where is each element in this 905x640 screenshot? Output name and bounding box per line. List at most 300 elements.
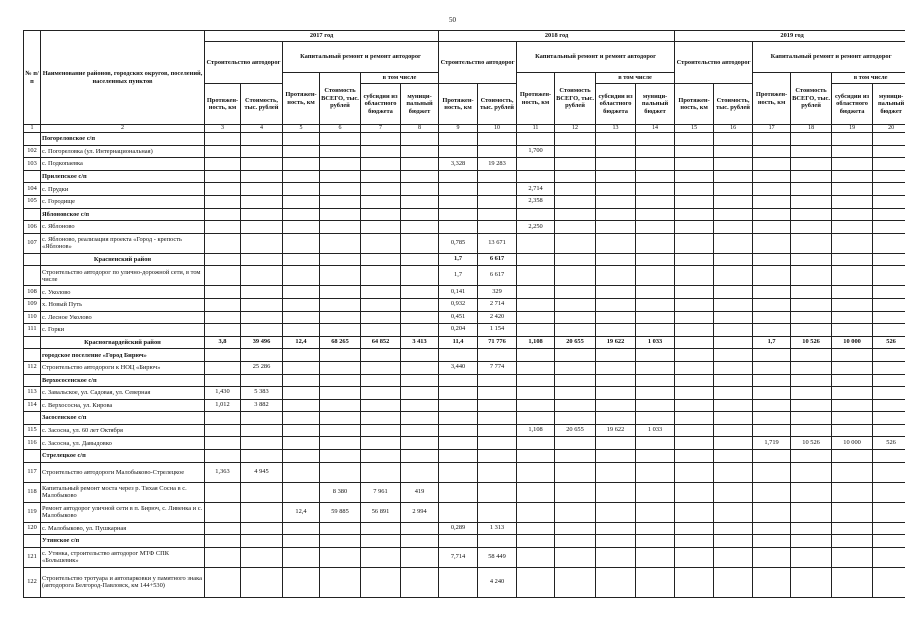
page-number: 50 xyxy=(449,16,456,24)
cell-col-13 xyxy=(596,502,636,522)
cell-col-16 xyxy=(714,547,753,567)
cell-col-14: 1 033 xyxy=(636,424,675,437)
cell-col-3: 3,8 xyxy=(205,336,241,349)
cell-col-4 xyxy=(241,502,283,522)
table-row xyxy=(24,286,905,299)
row-number: 115 xyxy=(24,424,41,437)
cell-col-3 xyxy=(205,253,241,266)
cell-col-6 xyxy=(320,183,361,196)
cell-col-9 xyxy=(439,195,478,208)
header-repair-2019: Капитальный ремонт и ремонт автодорог xyxy=(753,42,905,73)
cell-col-18 xyxy=(791,266,832,286)
cell-col-18 xyxy=(791,170,832,183)
cell-col-7 xyxy=(361,324,401,337)
cell-col-5 xyxy=(283,208,320,221)
cell-col-5 xyxy=(283,437,320,450)
cell-col-17 xyxy=(753,311,791,324)
cell-col-13 xyxy=(596,535,636,548)
cell-col-12 xyxy=(555,183,596,196)
cell-col-15 xyxy=(675,462,714,482)
cell-col-4 xyxy=(241,286,283,299)
cell-col-17 xyxy=(753,522,791,535)
cell-col-14 xyxy=(636,298,675,311)
cell-col-13 xyxy=(596,361,636,374)
cell-col-4 xyxy=(241,195,283,208)
row-name: с. Завальское, ул. Садовая, ул. Северная xyxy=(41,387,205,400)
cell-col-9 xyxy=(439,399,478,412)
row-name: с. Лесное Уколово xyxy=(41,311,205,324)
table-row xyxy=(24,547,905,567)
cell-col-15 xyxy=(675,567,714,597)
cell-col-12 xyxy=(555,324,596,337)
row-name: Строительство тротуара и автопарковки у памятного знака (автодорога Белгород-Павловск, км 144+530) xyxy=(41,567,205,597)
cell-col-3 xyxy=(205,158,241,171)
cell-col-18 xyxy=(791,349,832,362)
table-row xyxy=(24,437,905,450)
cell-col-12 xyxy=(555,221,596,234)
cell-col-19 xyxy=(832,221,873,234)
cell-col-9 xyxy=(439,482,478,502)
cell-col-17 xyxy=(753,361,791,374)
cell-col-16 xyxy=(714,133,753,146)
cell-col-11 xyxy=(517,349,555,362)
cell-col-10: 71 776 xyxy=(478,336,517,349)
cell-col-8 xyxy=(401,133,439,146)
cell-col-16 xyxy=(714,450,753,463)
road-works-table xyxy=(23,30,905,598)
cell-col-11 xyxy=(517,399,555,412)
cell-col-4 xyxy=(241,311,283,324)
cell-col-4 xyxy=(241,482,283,502)
column-number: 7 xyxy=(361,125,401,133)
cell-col-11 xyxy=(517,387,555,400)
cell-col-5 xyxy=(283,324,320,337)
cell-col-9 xyxy=(439,437,478,450)
row-name: с. Яблоново xyxy=(41,221,205,234)
cell-col-19 xyxy=(832,374,873,387)
cell-col-6 xyxy=(320,412,361,425)
cell-col-11 xyxy=(517,361,555,374)
cell-col-18 xyxy=(791,324,832,337)
cell-col-4 xyxy=(241,535,283,548)
cell-col-8 xyxy=(401,535,439,548)
cell-col-8 xyxy=(401,221,439,234)
cell-col-4 xyxy=(241,298,283,311)
row-name: с. Прудки xyxy=(41,183,205,196)
cell-col-10 xyxy=(478,437,517,450)
cell-col-4 xyxy=(241,567,283,597)
row-number: 103 xyxy=(24,158,41,171)
cell-col-7 xyxy=(361,374,401,387)
cell-col-18 xyxy=(791,522,832,535)
cell-col-6 xyxy=(320,399,361,412)
cell-col-10: 6 617 xyxy=(478,253,517,266)
cell-col-9 xyxy=(439,170,478,183)
cell-col-17 xyxy=(753,547,791,567)
cell-col-8 xyxy=(401,266,439,286)
table-row xyxy=(24,567,905,597)
cell-col-6 xyxy=(320,324,361,337)
cell-col-15 xyxy=(675,253,714,266)
cell-col-13 xyxy=(596,412,636,425)
table-row xyxy=(24,324,905,337)
cell-col-3 xyxy=(205,195,241,208)
header-including: в том числе xyxy=(596,73,675,84)
cell-col-17 xyxy=(753,233,791,253)
cell-col-17 xyxy=(753,298,791,311)
cell-col-8 xyxy=(401,547,439,567)
column-numbers-row xyxy=(24,125,905,133)
cell-col-17 xyxy=(753,324,791,337)
cell-col-13 xyxy=(596,208,636,221)
column-number: 16 xyxy=(714,125,753,133)
section-row xyxy=(24,349,905,362)
cell-col-15 xyxy=(675,387,714,400)
cell-col-13 xyxy=(596,462,636,482)
cell-col-13 xyxy=(596,399,636,412)
cell-col-3 xyxy=(205,349,241,362)
cell-col-7 xyxy=(361,412,401,425)
cell-col-14 xyxy=(636,399,675,412)
cell-col-20 xyxy=(873,145,905,158)
cell-col-16 xyxy=(714,221,753,234)
cell-col-3 xyxy=(205,502,241,522)
cell-col-10: 58 449 xyxy=(478,547,517,567)
cell-col-19 xyxy=(832,266,873,286)
cell-col-3 xyxy=(205,535,241,548)
cell-col-9: 0,932 xyxy=(439,298,478,311)
cell-col-12 xyxy=(555,399,596,412)
row-name: с. Подкопаевка xyxy=(41,158,205,171)
table-row xyxy=(24,424,905,437)
section-name: Яблоновское с/п xyxy=(41,208,205,221)
cell-col-11 xyxy=(517,567,555,597)
row-name: с. Горки xyxy=(41,324,205,337)
cell-col-9 xyxy=(439,424,478,437)
table-row xyxy=(24,462,905,482)
cell-col-19 xyxy=(832,158,873,171)
cell-col-4: 25 286 xyxy=(241,361,283,374)
cell-col-17 xyxy=(753,133,791,146)
cell-col-16 xyxy=(714,233,753,253)
cell-col-18 xyxy=(791,567,832,597)
header-year-2019: 2019 год xyxy=(675,31,905,42)
cell-col-12 xyxy=(555,535,596,548)
header-construction-cost: Стоимость, тыс. рублей xyxy=(478,84,517,125)
column-number: 13 xyxy=(596,125,636,133)
row-number: 109 xyxy=(24,298,41,311)
cell-col-10 xyxy=(478,399,517,412)
cell-col-18 xyxy=(791,253,832,266)
cell-col-3 xyxy=(205,567,241,597)
cell-col-3 xyxy=(205,183,241,196)
cell-col-3 xyxy=(205,266,241,286)
cell-col-5 xyxy=(283,535,320,548)
cell-col-6 xyxy=(320,462,361,482)
cell-col-7 xyxy=(361,208,401,221)
cell-col-9: 0,785 xyxy=(439,233,478,253)
cell-col-8 xyxy=(401,286,439,299)
cell-col-18 xyxy=(791,233,832,253)
cell-col-18 xyxy=(791,311,832,324)
cell-col-9 xyxy=(439,412,478,425)
cell-col-16 xyxy=(714,298,753,311)
cell-col-11 xyxy=(517,286,555,299)
cell-col-5 xyxy=(283,253,320,266)
section-name: Засосенское с/п xyxy=(41,412,205,425)
cell-col-17 xyxy=(753,482,791,502)
cell-col-6 xyxy=(320,450,361,463)
section-name: Прилепское с/п xyxy=(41,170,205,183)
cell-col-15 xyxy=(675,170,714,183)
cell-col-3 xyxy=(205,170,241,183)
header-repair-length: Протяжен-ность, км xyxy=(283,73,320,125)
cell-col-15 xyxy=(675,233,714,253)
cell-col-9: 0,289 xyxy=(439,522,478,535)
cell-col-8 xyxy=(401,324,439,337)
cell-col-19 xyxy=(832,233,873,253)
cell-col-10 xyxy=(478,482,517,502)
cell-col-20 xyxy=(873,547,905,567)
cell-col-13 xyxy=(596,324,636,337)
cell-col-7 xyxy=(361,266,401,286)
cell-col-16 xyxy=(714,324,753,337)
cell-col-20: 526 xyxy=(873,336,905,349)
cell-col-18 xyxy=(791,450,832,463)
cell-col-14 xyxy=(636,233,675,253)
cell-col-11 xyxy=(517,535,555,548)
cell-col-15 xyxy=(675,522,714,535)
cell-col-17 xyxy=(753,286,791,299)
row-name: Ремонт автодорог уличной сети в п. Бирюч, с. Ливенка и с. Малобыково xyxy=(41,502,205,522)
cell-col-20 xyxy=(873,482,905,502)
cell-col-20 xyxy=(873,170,905,183)
cell-col-7 xyxy=(361,567,401,597)
table-row xyxy=(24,502,905,522)
cell-col-20 xyxy=(873,233,905,253)
cell-col-10: 13 671 xyxy=(478,233,517,253)
cell-col-5 xyxy=(283,233,320,253)
row-number: 111 xyxy=(24,324,41,337)
cell-col-16 xyxy=(714,336,753,349)
cell-col-3 xyxy=(205,133,241,146)
table-row xyxy=(24,266,905,286)
cell-col-19 xyxy=(832,133,873,146)
cell-col-6 xyxy=(320,374,361,387)
column-number: 6 xyxy=(320,125,361,133)
cell-col-16 xyxy=(714,424,753,437)
cell-col-13 xyxy=(596,133,636,146)
section-row xyxy=(24,170,905,183)
cell-col-5 xyxy=(283,399,320,412)
cell-col-19 xyxy=(832,324,873,337)
cell-col-9 xyxy=(439,535,478,548)
cell-col-14 xyxy=(636,450,675,463)
cell-col-12 xyxy=(555,349,596,362)
cell-col-3 xyxy=(205,208,241,221)
header-construction-2019: Строительство автодорог xyxy=(675,42,753,84)
cell-col-16 xyxy=(714,195,753,208)
cell-col-10 xyxy=(478,170,517,183)
header-repair-length: Протяжен-ность, км xyxy=(517,73,555,125)
cell-col-18 xyxy=(791,145,832,158)
cell-col-9 xyxy=(439,145,478,158)
cell-col-19 xyxy=(832,286,873,299)
cell-col-12 xyxy=(555,286,596,299)
column-number: 18 xyxy=(791,125,832,133)
cell-col-9: 1,7 xyxy=(439,266,478,286)
cell-col-15 xyxy=(675,374,714,387)
cell-col-8 xyxy=(401,424,439,437)
cell-col-11 xyxy=(517,462,555,482)
cell-col-7 xyxy=(361,298,401,311)
cell-col-9: 11,4 xyxy=(439,336,478,349)
cell-col-14 xyxy=(636,145,675,158)
row-number: 106 xyxy=(24,221,41,234)
cell-col-6: 59 885 xyxy=(320,502,361,522)
cell-col-5: 12,4 xyxy=(283,502,320,522)
cell-col-9 xyxy=(439,133,478,146)
row-number xyxy=(24,349,41,362)
cell-col-12 xyxy=(555,567,596,597)
region-name: Красногвардейский район xyxy=(41,336,205,349)
cell-col-18 xyxy=(791,286,832,299)
cell-col-9 xyxy=(439,502,478,522)
cell-col-9 xyxy=(439,462,478,482)
section-name: городское поселение «Город Бирюч» xyxy=(41,349,205,362)
header-repair-total: Стоимость ВСЕГО, тыс. рублей xyxy=(555,73,596,125)
cell-col-15 xyxy=(675,399,714,412)
cell-col-13 xyxy=(596,158,636,171)
cell-col-16 xyxy=(714,482,753,502)
cell-col-11 xyxy=(517,412,555,425)
cell-col-4 xyxy=(241,547,283,567)
cell-col-17 xyxy=(753,158,791,171)
header-including: в том числе xyxy=(832,73,905,84)
row-name: с. Погореловка (ул. Интернациональная) xyxy=(41,145,205,158)
cell-col-8: 419 xyxy=(401,482,439,502)
cell-col-10 xyxy=(478,208,517,221)
cell-col-20 xyxy=(873,412,905,425)
cell-col-4: 4 945 xyxy=(241,462,283,482)
cell-col-9 xyxy=(439,221,478,234)
cell-col-6 xyxy=(320,170,361,183)
cell-col-19 xyxy=(832,502,873,522)
row-number: 120 xyxy=(24,522,41,535)
cell-col-19 xyxy=(832,361,873,374)
cell-col-4 xyxy=(241,233,283,253)
cell-col-11 xyxy=(517,253,555,266)
cell-col-15 xyxy=(675,324,714,337)
cell-col-13 xyxy=(596,311,636,324)
cell-col-14 xyxy=(636,158,675,171)
cell-col-5 xyxy=(283,349,320,362)
cell-col-8 xyxy=(401,437,439,450)
cell-col-3 xyxy=(205,482,241,502)
cell-col-17 xyxy=(753,412,791,425)
cell-col-18 xyxy=(791,298,832,311)
row-number: 119 xyxy=(24,502,41,522)
cell-col-19 xyxy=(832,195,873,208)
cell-col-5: 12,4 xyxy=(283,336,320,349)
cell-col-9: 0,141 xyxy=(439,286,478,299)
header-municipal: муници-пальный бюджет xyxy=(401,84,439,125)
cell-col-13 xyxy=(596,437,636,450)
cell-col-8 xyxy=(401,387,439,400)
cell-col-6 xyxy=(320,349,361,362)
cell-col-7 xyxy=(361,170,401,183)
cell-col-17 xyxy=(753,462,791,482)
cell-col-6 xyxy=(320,361,361,374)
cell-col-11 xyxy=(517,266,555,286)
cell-col-5 xyxy=(283,195,320,208)
cell-col-3 xyxy=(205,374,241,387)
cell-col-20 xyxy=(873,462,905,482)
cell-col-18 xyxy=(791,412,832,425)
cell-col-10 xyxy=(478,374,517,387)
cell-col-4 xyxy=(241,133,283,146)
cell-col-19 xyxy=(832,412,873,425)
cell-col-13 xyxy=(596,145,636,158)
cell-col-7 xyxy=(361,233,401,253)
cell-col-7: 7 961 xyxy=(361,482,401,502)
cell-col-20 xyxy=(873,361,905,374)
cell-col-15 xyxy=(675,286,714,299)
column-number: 2 xyxy=(41,125,205,133)
cell-col-15 xyxy=(675,298,714,311)
cell-col-9 xyxy=(439,349,478,362)
table-row xyxy=(24,145,905,158)
header-construction-2018: Строительство автодорог xyxy=(439,42,517,84)
header-year-2017: 2017 год xyxy=(205,31,439,42)
cell-col-4 xyxy=(241,266,283,286)
cell-col-3 xyxy=(205,437,241,450)
row-number: 116 xyxy=(24,437,41,450)
cell-col-16 xyxy=(714,311,753,324)
cell-col-8 xyxy=(401,195,439,208)
cell-col-19 xyxy=(832,522,873,535)
cell-col-14 xyxy=(636,502,675,522)
table-row xyxy=(24,399,905,412)
cell-col-16 xyxy=(714,170,753,183)
cell-col-5 xyxy=(283,361,320,374)
cell-col-10 xyxy=(478,183,517,196)
cell-col-16 xyxy=(714,399,753,412)
cell-col-19 xyxy=(832,298,873,311)
cell-col-11 xyxy=(517,298,555,311)
cell-col-5 xyxy=(283,450,320,463)
table-row xyxy=(24,233,905,253)
column-number: 1 xyxy=(24,125,41,133)
row-number xyxy=(24,133,41,146)
cell-col-13 xyxy=(596,547,636,567)
cell-col-11: 2,358 xyxy=(517,195,555,208)
cell-col-14 xyxy=(636,170,675,183)
cell-col-10 xyxy=(478,502,517,522)
cell-col-12: 20 655 xyxy=(555,336,596,349)
header-municipal: муници-пальный бюджет xyxy=(873,84,905,125)
cell-col-4: 3 882 xyxy=(241,399,283,412)
cell-col-4 xyxy=(241,221,283,234)
cell-col-12 xyxy=(555,462,596,482)
cell-col-6 xyxy=(320,266,361,286)
row-number: 108 xyxy=(24,286,41,299)
region-name: Красненский район xyxy=(41,253,205,266)
cell-col-7: 56 891 xyxy=(361,502,401,522)
cell-col-17 xyxy=(753,183,791,196)
cell-col-8 xyxy=(401,233,439,253)
cell-col-5 xyxy=(283,387,320,400)
